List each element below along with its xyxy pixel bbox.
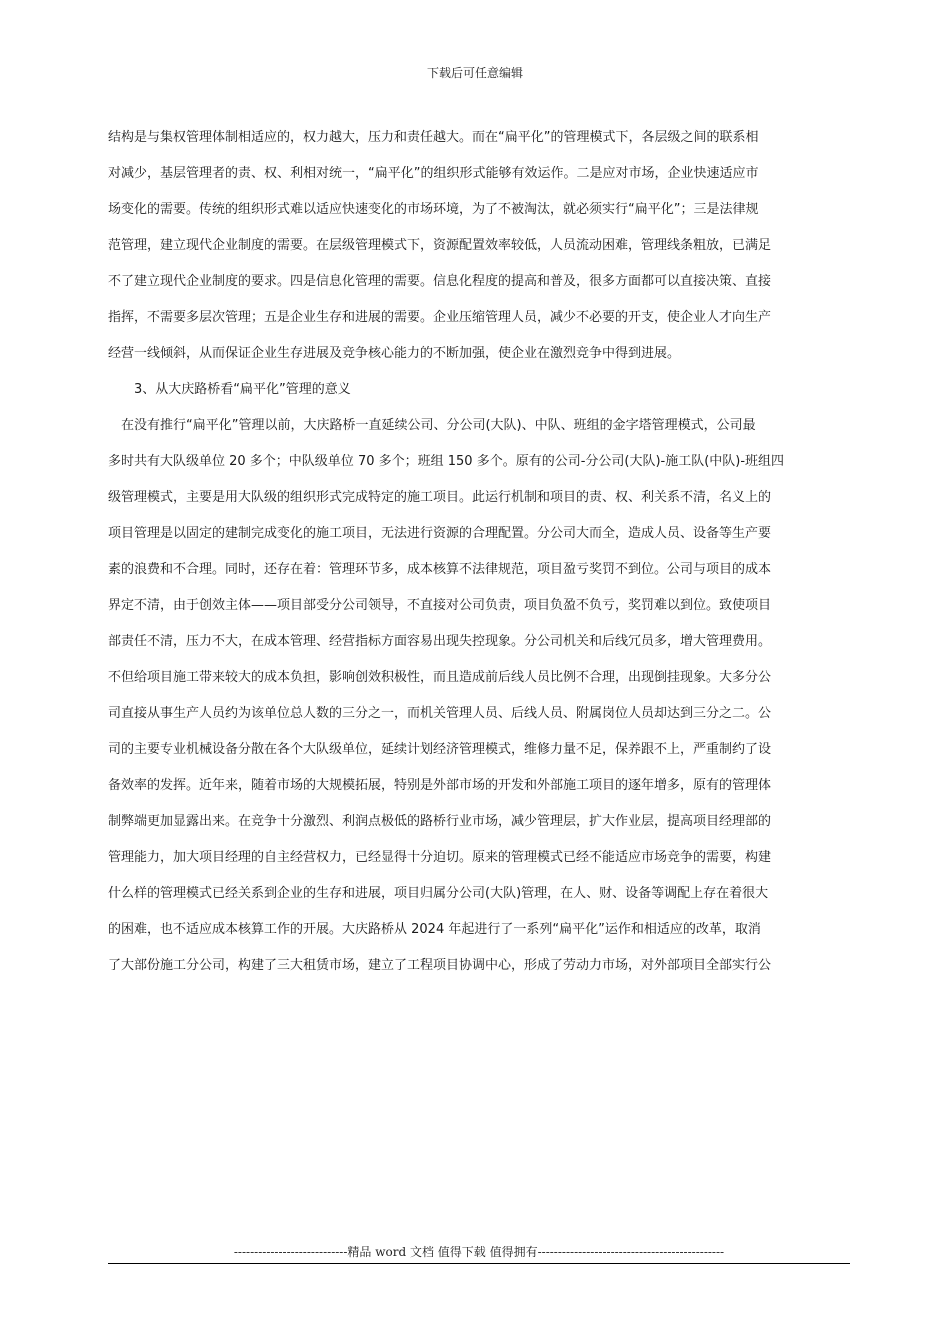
text-line: 在没有推行“扁平化”管理以前，大庆路桥一直延续公司、分公司(大队)、中队、班组的金字塔管理模式，公司最 bbox=[121, 418, 756, 433]
text-line: 不但给项目施工带来较大的成本负担，影响创效积极性，而且造成前后线人员比例不合理，出现倒挂现象。大多分公 bbox=[108, 670, 772, 685]
text-line: 级管理模式，主要是用大队级的组织形式完成特定的施工项目。此运行机制和项目的责、权、利关系不清，名义上的 bbox=[108, 490, 772, 505]
text-line: 不了建立现代企业制度的要求。四是信息化管理的需要。信息化程度的提高和普及，很多方面都可以直接决策、直接 bbox=[108, 274, 772, 289]
text-line: 备效率的发挥。近年来，随着市场的大规模拓展，特别是外部市场的开发和外部施工项目的逐年增多，原有的管理体 bbox=[108, 778, 772, 793]
text-line: 素的浪费和不合理。同时，还存在着：管理环节多，成本核算不法律规范，项目盈亏奖罚不到位。公司与项目的成本 bbox=[108, 562, 772, 577]
text-line: 部责任不清，压力不大，在成本管理、经营指标方面容易出现失控现象。分公司机关和后线冗员多，增大管理费用。 bbox=[108, 634, 772, 649]
footer-divider bbox=[108, 1263, 850, 1264]
paragraph-2 bbox=[108, 408, 845, 984]
text-line: 对减少，基层管理者的责、权、利相对统一，“扁平化”的组织形式能够有效运作。二是应对市场，企业快速适应市 bbox=[108, 166, 759, 181]
page-header: 下载后可任意编辑 bbox=[426, 66, 523, 80]
text-line: 制弊端更加显露出来。在竞争十分激烈、利润点极低的路桥行业市场，减少管理层，扩大作业层，提高项目经理部的 bbox=[108, 814, 772, 829]
text-line: 范管理，建立现代企业制度的需要。在层级管理模式下，资源配置效率较低，人员流动困难，管理线条粗放，已满足 bbox=[108, 238, 772, 253]
text-line: 指挥，不需要多层次管理；五是企业生存和进展的需要。企业压缩管理人员，减少不必要的开支，使企业人才向生产 bbox=[108, 310, 772, 325]
text-line: 了大部份施工分公司，构建了三大租赁市场，建立了工程项目协调中心，形成了劳动力市场，对外部项目全部实行公 bbox=[108, 958, 772, 973]
text-line: 司的主要专业机械设备分散在各个大队级单位，延续计划经济管理模式，维修力量不足，保养跟不上，严重制约了设 bbox=[108, 742, 772, 757]
text-line: 界定不清，由于创效主体——项目部受分公司领导，不直接对公司负责，项目负盈不负亏，奖罚难以到位。致使项目 bbox=[108, 598, 772, 613]
text-line: 的困难，也不适应成本核算工作的开展。大庆路桥从 2024 年起进行了一系列“扁平化”运作和相适应的改革，取消 bbox=[108, 922, 761, 937]
text-line: 司直接从事生产人员约为该单位总人数的三分之一，而机关管理人员、后线人员、附属岗位人员却达到三分之二。公 bbox=[108, 706, 772, 721]
text-line: 管理能力，加大项目经理的自主经营权力，已经显得十分迫切。原来的管理模式已经不能适应市场竞争的需要，构建 bbox=[108, 850, 772, 865]
text-line: 结构是与集权管理体制相适应的，权力越大，压力和责任越大。而在“扁平化”的管理模式下，各层级之间的联系相 bbox=[108, 130, 759, 145]
text-line: 什么样的管理模式已经关系到企业的生存和进展，项目归属分公司(大队)管理，在人、财、设备等调配上存在着很大 bbox=[108, 886, 769, 901]
text-line: 经营一线倾斜，从而保证企业生存进展及竞争核心能力的不断加强，使企业在激烈竞争中得到进展。 bbox=[108, 346, 681, 361]
document-body bbox=[108, 120, 845, 984]
text-line: 项目管理是以固定的建制完成变化的施工项目，无法进行资源的合理配置。分公司大而全，造成人员、设备等生产要 bbox=[108, 526, 772, 541]
paragraph-1 bbox=[108, 120, 845, 372]
text-line: 场变化的需要。传统的组织形式难以适应快速变化的市场环境，为了不被淘汰，就必须实行“扁平化”；三是法律规 bbox=[108, 202, 759, 217]
section-heading: 3、从大庆路桥看“扁平化”管理的意义 bbox=[134, 382, 351, 397]
page-footer: ----------------------------精品 word 文档 值得下载 值得拥有---------------------------------------------- bbox=[233, 1245, 725, 1259]
text-line: 多时共有大队级单位 20 多个；中队级单位 70 多个；班组 150 多个。原有的公司-分公司(大队)-施工队(中队)-班组四 bbox=[108, 454, 785, 469]
